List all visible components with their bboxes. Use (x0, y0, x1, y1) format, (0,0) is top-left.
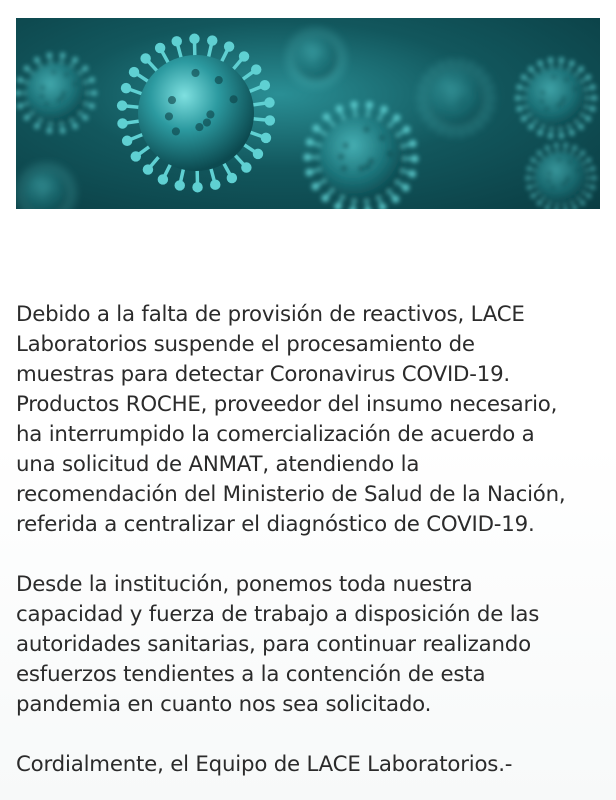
notice-paragraph-1: Debido a la falta de provisión de reactivos, LACE Laboratorios suspende el procesamiento de muestras para detectar Coronavirus COVID-19. Productos ROCHE, proveedor del insumo necesario, ha interrumpido la comercialización de acuerdo a una solicitud de ANMAT, atendiendo la recomendación del Ministerio de Salud de la Nación, referida a centralizar el diagnóstico de COVID-19. (16, 302, 566, 537)
signature: Cordialmente, el Equipo de LACE Laboratorios.- (16, 752, 513, 777)
notice-text (16, 300, 608, 780)
notice-paragraph-2: Desde la institución, ponemos toda nuestra capacidad y fuerza de trabajo a disposición de las autoridades sanitarias, para continuar realizando esfuerzos tendientes a la contención de esta pandemia en cuanto nos sea solicitado. (16, 572, 540, 717)
hero-image (16, 18, 600, 209)
coronavirus-illustration-icon (16, 18, 600, 209)
